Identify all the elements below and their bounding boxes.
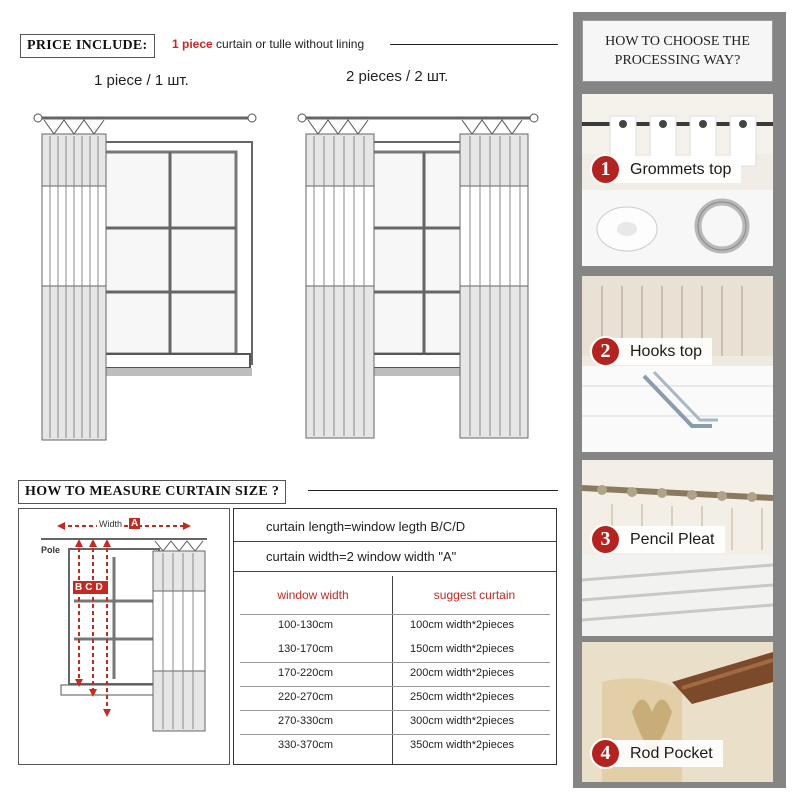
caption-two-pieces: 2 pieces / 2 шт. [346,68,449,85]
table-cell-window: 100-130cm [278,619,334,631]
price-qty: 1 piece [172,37,213,51]
method-label-hooks: Hooks top [606,338,712,365]
table-cell-window: 130-170cm [278,643,334,655]
method-badge-3: 3 [590,524,621,555]
method-card-grommets [582,94,773,266]
measure-diagram [18,508,230,765]
table-divider [392,576,393,764]
method-card-pencil-pleat [582,460,773,636]
method-badge-2: 2 [590,336,621,367]
letter-b: B [75,582,86,593]
letter-d: D [95,582,106,593]
measure-table [233,508,557,765]
formula-width: curtain width=2 window width "A" [234,542,556,572]
table-cell-window: 270-330cm [278,715,334,727]
two-curtains-illustration [294,100,546,445]
table-cell-suggest: 350cm width*2pieces [410,739,514,751]
table-cell-suggest: 150cm width*2pieces [410,643,514,655]
price-include-text [172,37,364,51]
caption-one-piece: 1 piece / 1 шт. [94,72,189,89]
method-label-pencil-pleat: Pencil Pleat [606,526,725,553]
method-badge-1: 1 [590,154,621,185]
width-label: Width [99,519,123,529]
table-cell-suggest: 100cm width*2pieces [410,619,514,631]
table-cell-suggest: 200cm width*2pieces [410,667,514,679]
table-cell-window: 220-270cm [278,691,334,703]
measure-heading: HOW TO MEASURE CURTAIN SIZE ? [18,480,286,504]
table-cell-window: 330-370cm [278,739,334,751]
table-cell-window: 170-220cm [278,667,334,679]
processing-panel [573,12,786,788]
price-rule [390,44,558,45]
method-card-hooks [582,276,773,452]
method-label-grommets: Grommets top [606,156,741,183]
price-include-heading: PRICE INCLUDE: [20,34,155,58]
method-badge-4: 4 [590,738,621,769]
letter-c: C [85,582,96,593]
price-desc: curtain or tulle without lining [216,37,365,51]
formula-length: curtain length=window legth B/C/D [234,512,556,542]
table-cell-suggest: 300cm width*2pieces [410,715,514,727]
header-window-width: window width [277,588,349,602]
bcd-labels [73,581,108,594]
method-card-rod-pocket [582,642,773,782]
one-curtain-illustration [24,100,276,445]
header-suggest-curtain: suggest curtain [433,588,516,602]
width-letter: A [131,518,139,529]
table-cell-suggest: 250cm width*2pieces [410,691,514,703]
method-label-rod-pocket: Rod Pocket [606,740,723,767]
measure-rule [308,490,558,491]
processing-heading: HOW TO CHOOSE THE PROCESSING WAY? [582,20,773,82]
pole-label: Pole [41,545,61,555]
